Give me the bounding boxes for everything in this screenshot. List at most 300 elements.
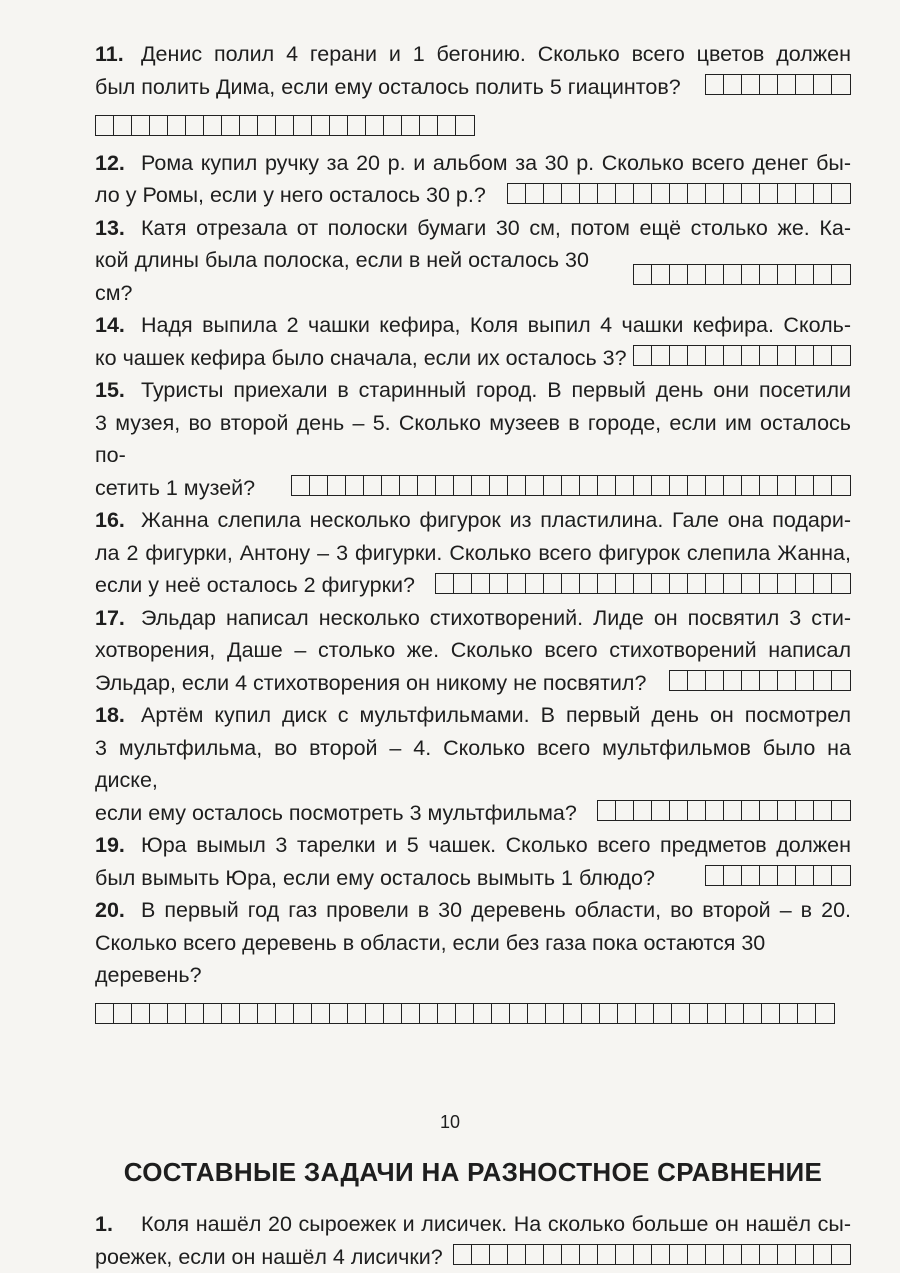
answer-cell[interactable] bbox=[706, 75, 724, 94]
problem-line bbox=[95, 407, 851, 472]
answer-cell[interactable] bbox=[492, 1004, 510, 1023]
problem-line bbox=[95, 829, 851, 862]
problem-line bbox=[95, 634, 851, 667]
answer-grid[interactable] bbox=[669, 670, 851, 691]
answer-cell[interactable] bbox=[778, 75, 796, 94]
answer-cell[interactable] bbox=[778, 265, 796, 284]
answer-cell[interactable] bbox=[364, 476, 382, 495]
answer-cell[interactable] bbox=[724, 184, 742, 203]
answer-cell[interactable] bbox=[688, 801, 706, 820]
answer-cell[interactable] bbox=[418, 476, 436, 495]
answer-cell[interactable] bbox=[384, 116, 402, 135]
answer-grid[interactable] bbox=[95, 115, 475, 136]
answer-cell[interactable] bbox=[652, 346, 670, 365]
answer-cell[interactable] bbox=[724, 346, 742, 365]
answer-cell[interactable] bbox=[508, 184, 526, 203]
problem-line bbox=[95, 732, 851, 797]
answer-cell[interactable] bbox=[708, 1004, 726, 1023]
answer-cell[interactable] bbox=[778, 671, 796, 690]
answer-cell[interactable] bbox=[724, 476, 742, 495]
answer-cell[interactable] bbox=[634, 1245, 652, 1264]
answer-cell[interactable] bbox=[258, 116, 276, 135]
answer-cell[interactable] bbox=[706, 574, 724, 593]
answer-cell[interactable] bbox=[96, 1004, 114, 1023]
answer-grid[interactable] bbox=[435, 573, 851, 594]
problem-item bbox=[95, 894, 851, 1029]
answer-cell[interactable] bbox=[706, 184, 724, 203]
answer-cell[interactable] bbox=[636, 1004, 654, 1023]
answer-cell[interactable] bbox=[294, 1004, 312, 1023]
answer-cell[interactable] bbox=[600, 1004, 618, 1023]
answer-cell[interactable] bbox=[706, 801, 724, 820]
answer-cell[interactable] bbox=[724, 671, 742, 690]
problem-text: сетить 1 музей? bbox=[95, 472, 255, 505]
answer-cell[interactable] bbox=[688, 265, 706, 284]
answer-cell[interactable] bbox=[760, 1245, 778, 1264]
answer-cell[interactable] bbox=[724, 265, 742, 284]
answer-cell[interactable] bbox=[400, 476, 418, 495]
answer-cell[interactable] bbox=[168, 116, 186, 135]
problem-line bbox=[95, 797, 851, 830]
problem-line bbox=[95, 212, 851, 245]
answer-cell[interactable] bbox=[796, 671, 814, 690]
answer-cell[interactable] bbox=[528, 1004, 546, 1023]
answer-cell[interactable] bbox=[814, 75, 832, 94]
answer-cell[interactable] bbox=[454, 476, 472, 495]
answer-cell[interactable] bbox=[276, 116, 294, 135]
answer-cell[interactable] bbox=[796, 1245, 814, 1264]
problem-number: 20. bbox=[95, 894, 129, 927]
problem-text: Сколько всего деревень в области, если без газа пока остаются 30 деревень? bbox=[95, 931, 765, 988]
answer-cell[interactable] bbox=[814, 346, 832, 365]
answer-cell[interactable] bbox=[726, 1004, 744, 1023]
answer-cell[interactable] bbox=[778, 346, 796, 365]
answer-cell[interactable] bbox=[508, 1245, 526, 1264]
answer-cell[interactable] bbox=[634, 265, 652, 284]
problem-text: 3 мультфильма, во второй – 4. Сколько всего мультфильмов было на диске, bbox=[95, 736, 851, 793]
answer-cell[interactable] bbox=[150, 1004, 168, 1023]
problem-number: 15. bbox=[95, 374, 129, 407]
answer-grid[interactable] bbox=[633, 345, 851, 366]
answer-cell[interactable] bbox=[652, 184, 670, 203]
answer-cell[interactable] bbox=[186, 116, 204, 135]
answer-cell[interactable] bbox=[742, 671, 760, 690]
answer-cell[interactable] bbox=[796, 801, 814, 820]
answer-cell[interactable] bbox=[456, 1004, 474, 1023]
answer-cell[interactable] bbox=[706, 1245, 724, 1264]
answer-cell[interactable] bbox=[652, 476, 670, 495]
answer-cell[interactable] bbox=[330, 116, 348, 135]
answer-cell[interactable] bbox=[814, 476, 832, 495]
answer-cell[interactable] bbox=[598, 476, 616, 495]
answer-cell[interactable] bbox=[472, 574, 490, 593]
problem-text: Эльдар написал несколько стихотворений. Лиде он посвятил 3 сти- bbox=[141, 606, 851, 630]
answer-grid[interactable] bbox=[95, 1003, 835, 1024]
answer-cell[interactable] bbox=[598, 801, 616, 820]
answer-cell[interactable] bbox=[618, 1004, 636, 1023]
answer-cell[interactable] bbox=[526, 574, 544, 593]
answer-cell[interactable] bbox=[688, 671, 706, 690]
answer-cell[interactable] bbox=[814, 866, 832, 885]
answer-cell[interactable] bbox=[670, 184, 688, 203]
problem-item bbox=[95, 602, 851, 700]
answer-cell[interactable] bbox=[706, 866, 724, 885]
answer-grid[interactable] bbox=[633, 264, 851, 285]
answer-cell[interactable] bbox=[742, 866, 760, 885]
answer-cell[interactable] bbox=[832, 184, 850, 203]
answer-cell[interactable] bbox=[832, 801, 850, 820]
answer-cell[interactable] bbox=[742, 346, 760, 365]
answer-cell[interactable] bbox=[778, 866, 796, 885]
answer-cell[interactable] bbox=[742, 574, 760, 593]
problem-number: 12. bbox=[95, 147, 129, 180]
answer-cell[interactable] bbox=[132, 1004, 150, 1023]
problem-text: Эльдар, если 4 стихотворения он никому не посвятил? bbox=[95, 667, 646, 700]
answer-grid[interactable] bbox=[597, 800, 851, 821]
problem-text: 3 музея, во второй день – 5. Сколько музеев в городе, если им осталось по- bbox=[95, 411, 851, 468]
answer-cell[interactable] bbox=[814, 574, 832, 593]
answer-cell[interactable] bbox=[616, 184, 634, 203]
problem-number: 17. bbox=[95, 602, 129, 635]
answer-cell[interactable] bbox=[688, 574, 706, 593]
problem-line bbox=[95, 699, 851, 732]
problem-list bbox=[95, 38, 851, 1029]
answer-cell[interactable] bbox=[634, 801, 652, 820]
answer-cell[interactable] bbox=[240, 1004, 258, 1023]
answer-cell[interactable] bbox=[706, 265, 724, 284]
answer-cell[interactable] bbox=[832, 1245, 850, 1264]
answer-cell[interactable] bbox=[798, 1004, 816, 1023]
answer-cell[interactable] bbox=[762, 1004, 780, 1023]
answer-cell[interactable] bbox=[204, 116, 222, 135]
answer-cell[interactable] bbox=[150, 116, 168, 135]
answer-cell[interactable] bbox=[438, 1004, 456, 1023]
answer-cell[interactable] bbox=[652, 801, 670, 820]
answer-cell[interactable] bbox=[744, 1004, 762, 1023]
problem-number: 1. bbox=[95, 1208, 129, 1241]
answer-cell[interactable] bbox=[544, 476, 562, 495]
problem-number: 19. bbox=[95, 829, 129, 862]
answer-cell[interactable] bbox=[186, 1004, 204, 1023]
answer-cell[interactable] bbox=[778, 184, 796, 203]
problem-line bbox=[95, 894, 851, 927]
problem-line bbox=[95, 71, 851, 104]
answer-cell[interactable] bbox=[310, 476, 328, 495]
section-problem-list bbox=[95, 1208, 851, 1273]
answer-cell[interactable] bbox=[814, 671, 832, 690]
answer-cell[interactable] bbox=[760, 476, 778, 495]
answer-cell[interactable] bbox=[832, 346, 850, 365]
answer-cell[interactable] bbox=[438, 116, 456, 135]
problem-line bbox=[95, 244, 851, 309]
problem-text: был полить Дима, если ему осталось полить 5 гиацинтов? bbox=[95, 71, 681, 104]
answer-cell[interactable] bbox=[402, 116, 420, 135]
answer-grid[interactable] bbox=[507, 183, 851, 204]
problem-number: 16. bbox=[95, 504, 129, 537]
answer-cell[interactable] bbox=[258, 1004, 276, 1023]
answer-cell[interactable] bbox=[616, 801, 634, 820]
answer-cell[interactable] bbox=[688, 1245, 706, 1264]
answer-cell[interactable] bbox=[742, 184, 760, 203]
answer-cell[interactable] bbox=[760, 671, 778, 690]
answer-cell[interactable] bbox=[832, 476, 850, 495]
answer-cell[interactable] bbox=[654, 1004, 672, 1023]
answer-cell[interactable] bbox=[312, 116, 330, 135]
answer-cell[interactable] bbox=[670, 265, 688, 284]
answer-cell[interactable] bbox=[796, 866, 814, 885]
answer-cell[interactable] bbox=[760, 265, 778, 284]
problem-line bbox=[95, 862, 851, 895]
answer-cell[interactable] bbox=[832, 866, 850, 885]
worksheet-page bbox=[95, 38, 851, 1273]
answer-cell[interactable] bbox=[312, 1004, 330, 1023]
problem-text: ко чашек кефира было сначала, если их осталось 3? bbox=[95, 342, 627, 375]
answer-cell[interactable] bbox=[796, 75, 814, 94]
answer-cell[interactable] bbox=[796, 574, 814, 593]
answer-cell[interactable] bbox=[526, 184, 544, 203]
answer-cell[interactable] bbox=[132, 116, 150, 135]
answer-cell[interactable] bbox=[454, 574, 472, 593]
answer-cell[interactable] bbox=[832, 574, 850, 593]
answer-cell[interactable] bbox=[454, 1245, 472, 1264]
answer-cell[interactable] bbox=[670, 346, 688, 365]
problem-line bbox=[95, 569, 851, 602]
problem-text: ла 2 фигурки, Антону – 3 фигурки. Сколько всего фигурок слепила Жанна, bbox=[95, 541, 851, 565]
answer-cell[interactable] bbox=[760, 866, 778, 885]
answer-grid[interactable] bbox=[453, 1244, 851, 1265]
problem-item bbox=[95, 699, 851, 829]
answer-cell[interactable] bbox=[742, 1245, 760, 1264]
problem-number: 14. bbox=[95, 309, 129, 342]
answer-cell[interactable] bbox=[526, 476, 544, 495]
answer-cell[interactable] bbox=[760, 801, 778, 820]
answer-cell[interactable] bbox=[814, 184, 832, 203]
answer-cell[interactable] bbox=[580, 1245, 598, 1264]
answer-cell[interactable] bbox=[688, 184, 706, 203]
answer-cell[interactable] bbox=[562, 1245, 580, 1264]
answer-cell[interactable] bbox=[796, 265, 814, 284]
problem-text: Денис полил 4 герани и 1 бегонию. Сколько всего цветов должен bbox=[141, 42, 851, 66]
answer-cell[interactable] bbox=[706, 671, 724, 690]
answer-cell[interactable] bbox=[688, 346, 706, 365]
problem-line bbox=[95, 374, 851, 407]
answer-cell[interactable] bbox=[328, 476, 346, 495]
answer-cell[interactable] bbox=[742, 265, 760, 284]
answer-cell[interactable] bbox=[366, 116, 384, 135]
answer-cell[interactable] bbox=[778, 1245, 796, 1264]
problem-line bbox=[95, 1241, 851, 1273]
problem-text: если у неё осталось 2 фигурки? bbox=[95, 569, 415, 602]
problem-item bbox=[95, 829, 851, 894]
answer-cell[interactable] bbox=[670, 574, 688, 593]
answer-cell[interactable] bbox=[384, 1004, 402, 1023]
answer-cell[interactable] bbox=[582, 1004, 600, 1023]
answer-cell[interactable] bbox=[652, 265, 670, 284]
answer-cell[interactable] bbox=[114, 1004, 132, 1023]
answer-cell[interactable] bbox=[294, 116, 312, 135]
answer-cell[interactable] bbox=[816, 1004, 834, 1023]
answer-cell[interactable] bbox=[706, 476, 724, 495]
answer-cell[interactable] bbox=[760, 184, 778, 203]
answer-cell[interactable] bbox=[814, 801, 832, 820]
answer-cell[interactable] bbox=[580, 574, 598, 593]
answer-cell[interactable] bbox=[474, 1004, 492, 1023]
answer-cell[interactable] bbox=[420, 1004, 438, 1023]
answer-cell[interactable] bbox=[346, 476, 364, 495]
answer-cell[interactable] bbox=[508, 476, 526, 495]
answer-cell[interactable] bbox=[796, 346, 814, 365]
answer-cell[interactable] bbox=[778, 574, 796, 593]
answer-cell[interactable] bbox=[652, 574, 670, 593]
problem-text: В первый год газ провели в 30 деревень области, во второй – в 20. bbox=[141, 898, 851, 922]
answer-cell[interactable] bbox=[222, 1004, 240, 1023]
problem-number: 13. bbox=[95, 212, 129, 245]
problem-item bbox=[95, 212, 851, 310]
problem-number: 18. bbox=[95, 699, 129, 732]
answer-cell[interactable] bbox=[670, 671, 688, 690]
problem-text: кой длины была полоска, если в ней осталось 30 см? bbox=[95, 244, 627, 309]
answer-cell[interactable] bbox=[598, 184, 616, 203]
answer-cell[interactable] bbox=[724, 75, 742, 94]
answer-cell[interactable] bbox=[292, 476, 310, 495]
answer-grid[interactable] bbox=[705, 74, 851, 95]
answer-cell[interactable] bbox=[240, 116, 258, 135]
answer-cell[interactable] bbox=[616, 1245, 634, 1264]
answer-cell[interactable] bbox=[546, 1004, 564, 1023]
answer-cell[interactable] bbox=[490, 476, 508, 495]
answer-cell[interactable] bbox=[760, 346, 778, 365]
answer-cell[interactable] bbox=[616, 574, 634, 593]
answer-cell[interactable] bbox=[544, 574, 562, 593]
answer-cell[interactable] bbox=[472, 476, 490, 495]
problem-line bbox=[95, 38, 851, 71]
answer-cell[interactable] bbox=[670, 801, 688, 820]
answer-cell[interactable] bbox=[760, 75, 778, 94]
problem-item bbox=[95, 1208, 851, 1273]
answer-cell[interactable] bbox=[690, 1004, 708, 1023]
answer-grid-row bbox=[95, 997, 851, 1030]
answer-cell[interactable] bbox=[276, 1004, 294, 1023]
answer-cell[interactable] bbox=[832, 265, 850, 284]
answer-cell[interactable] bbox=[670, 1245, 688, 1264]
answer-cell[interactable] bbox=[348, 116, 366, 135]
answer-cell[interactable] bbox=[508, 574, 526, 593]
answer-cell[interactable] bbox=[526, 1245, 544, 1264]
problem-line bbox=[95, 504, 851, 537]
answer-cell[interactable] bbox=[814, 265, 832, 284]
problem-line bbox=[95, 342, 851, 375]
problem-text: хотворения, Даше – столько же. Сколько всего стихотворений написал bbox=[95, 638, 851, 662]
answer-cell[interactable] bbox=[724, 1245, 742, 1264]
answer-cell[interactable] bbox=[490, 1245, 508, 1264]
answer-cell[interactable] bbox=[724, 866, 742, 885]
answer-cell[interactable] bbox=[436, 476, 454, 495]
answer-cell[interactable] bbox=[598, 1245, 616, 1264]
answer-cell[interactable] bbox=[688, 476, 706, 495]
answer-cell[interactable] bbox=[544, 1245, 562, 1264]
problem-text: роежек, если он нашёл 4 лисички? bbox=[95, 1241, 443, 1273]
answer-cell[interactable] bbox=[796, 184, 814, 203]
answer-cell[interactable] bbox=[778, 801, 796, 820]
answer-cell[interactable] bbox=[168, 1004, 186, 1023]
problem-text: Туристы приехали в старинный город. В первый день они посетили bbox=[141, 378, 851, 402]
page-number: 10 bbox=[0, 1112, 900, 1133]
problem-line bbox=[95, 537, 851, 570]
answer-grid-row bbox=[95, 108, 851, 141]
problem-line bbox=[95, 667, 851, 700]
answer-cell[interactable] bbox=[114, 116, 132, 135]
answer-cell[interactable] bbox=[366, 1004, 384, 1023]
answer-cell[interactable] bbox=[814, 1245, 832, 1264]
answer-cell[interactable] bbox=[222, 116, 240, 135]
answer-grid[interactable] bbox=[291, 475, 851, 496]
answer-cell[interactable] bbox=[724, 574, 742, 593]
problem-text: был вымыть Юра, если ему осталось вымыть 1 блюдо? bbox=[95, 862, 655, 895]
problem-text: Рома купил ручку за 20 р. и альбом за 30 р. Сколько всего денег бы- bbox=[141, 151, 851, 175]
answer-cell[interactable] bbox=[724, 801, 742, 820]
answer-cell[interactable] bbox=[330, 1004, 348, 1023]
answer-cell[interactable] bbox=[670, 476, 688, 495]
answer-cell[interactable] bbox=[742, 476, 760, 495]
answer-cell[interactable] bbox=[204, 1004, 222, 1023]
answer-cell[interactable] bbox=[490, 574, 508, 593]
answer-cell[interactable] bbox=[832, 671, 850, 690]
answer-cell[interactable] bbox=[796, 476, 814, 495]
answer-cell[interactable] bbox=[562, 574, 580, 593]
answer-cell[interactable] bbox=[634, 184, 652, 203]
problem-text: ло у Ромы, если у него осталось 30 р.? bbox=[95, 179, 486, 212]
problem-item bbox=[95, 38, 851, 141]
answer-cell[interactable] bbox=[562, 184, 580, 203]
answer-cell[interactable] bbox=[96, 116, 114, 135]
answer-cell[interactable] bbox=[420, 116, 438, 135]
answer-cell[interactable] bbox=[780, 1004, 798, 1023]
answer-cell[interactable] bbox=[564, 1004, 582, 1023]
problem-line bbox=[95, 147, 851, 180]
problem-text: если ему осталось посмотреть 3 мультфильма? bbox=[95, 797, 577, 830]
answer-cell[interactable] bbox=[580, 184, 598, 203]
answer-cell[interactable] bbox=[402, 1004, 420, 1023]
answer-cell[interactable] bbox=[436, 574, 454, 593]
problem-text: Юра вымыл 3 тарелки и 5 чашек. Сколько всего предметов должен bbox=[141, 833, 851, 857]
answer-cell[interactable] bbox=[510, 1004, 528, 1023]
answer-cell[interactable] bbox=[652, 1245, 670, 1264]
answer-cell[interactable] bbox=[706, 346, 724, 365]
problem-line bbox=[95, 602, 851, 635]
problem-item bbox=[95, 147, 851, 212]
answer-cell[interactable] bbox=[634, 574, 652, 593]
answer-cell[interactable] bbox=[382, 476, 400, 495]
answer-cell[interactable] bbox=[544, 184, 562, 203]
answer-cell[interactable] bbox=[616, 476, 634, 495]
answer-cell[interactable] bbox=[832, 75, 850, 94]
answer-cell[interactable] bbox=[562, 476, 580, 495]
answer-cell[interactable] bbox=[634, 346, 652, 365]
answer-cell[interactable] bbox=[742, 801, 760, 820]
answer-cell[interactable] bbox=[598, 574, 616, 593]
problem-text: Артём купил диск с мультфильмами. В первый день он посмотрел bbox=[141, 703, 851, 727]
answer-cell[interactable] bbox=[760, 574, 778, 593]
answer-cell[interactable] bbox=[672, 1004, 690, 1023]
answer-cell[interactable] bbox=[348, 1004, 366, 1023]
answer-cell[interactable] bbox=[742, 75, 760, 94]
answer-cell[interactable] bbox=[634, 476, 652, 495]
answer-grid[interactable] bbox=[705, 865, 851, 886]
answer-cell[interactable] bbox=[456, 116, 474, 135]
answer-cell[interactable] bbox=[580, 476, 598, 495]
answer-cell[interactable] bbox=[472, 1245, 490, 1264]
answer-cell[interactable] bbox=[778, 476, 796, 495]
